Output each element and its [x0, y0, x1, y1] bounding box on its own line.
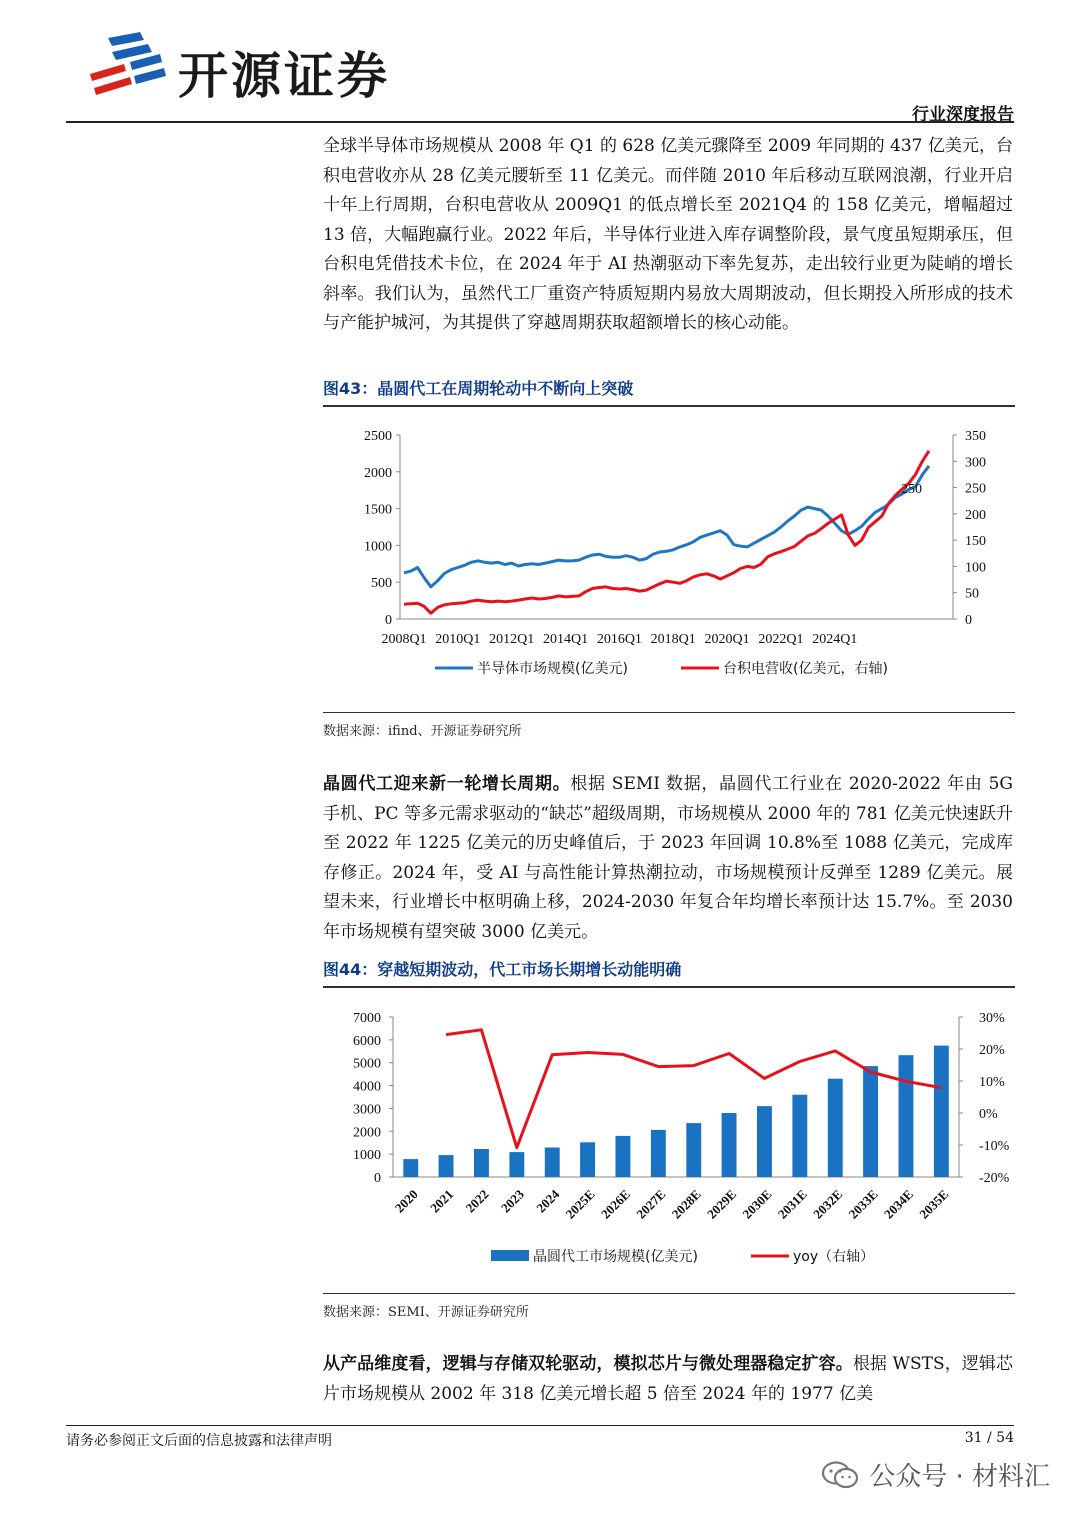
watermark	[821, 1456, 1050, 1493]
x-tick-label: 2034E	[880, 1186, 917, 1222]
y-left-tick-label: 5000	[353, 1056, 381, 1072]
legend-label-foundry-market: 晶圆代工市场规模(亿美元)	[533, 1249, 698, 1265]
y-right-tick-label: 350	[965, 429, 986, 444]
logo-mark-icon	[90, 32, 166, 95]
footer-disclaimer: 请务必参阅正文后面的信息披露和法律声明	[66, 1433, 332, 1449]
series-line-semiconductor-market	[404, 466, 929, 587]
figure-44-source-rule	[323, 1293, 1015, 1294]
wechat-icon	[821, 1460, 859, 1490]
bar	[403, 1159, 418, 1177]
bar	[828, 1079, 843, 1177]
y-left-tick-label: 7000	[353, 1011, 381, 1026]
bar	[934, 1046, 949, 1177]
bar	[439, 1155, 454, 1177]
legend-label-yoy: yoy（右轴）	[793, 1249, 875, 1265]
y-left-tick-label: 1000	[353, 1148, 381, 1164]
figure-43-source: 数据来源：ifind、开源证券研究所	[323, 724, 522, 739]
x-tick-label: 2016Q1	[596, 632, 642, 647]
body-paragraph-2	[323, 770, 1013, 947]
bar	[686, 1123, 701, 1177]
watermark-text: 公众号 · 材料汇	[869, 1462, 1050, 1492]
report-type-label: 行业深度报告	[912, 105, 1014, 125]
x-tick-label: 2021	[427, 1186, 457, 1216]
y-right-tick-label: 150	[965, 534, 986, 550]
x-tick-label: 2023	[497, 1186, 527, 1216]
y-right-tick-label: 30%	[979, 1011, 1005, 1026]
bar	[474, 1149, 489, 1177]
legend-label-tsmc: 台积电营收(亿美元，右轴)	[723, 661, 888, 677]
y-left-tick-label: 0	[385, 613, 392, 628]
x-tick-label: 2024Q1	[812, 632, 858, 647]
x-tick-label: 2029E	[704, 1186, 740, 1222]
page-number: 31 / 54	[964, 1430, 1014, 1446]
y-right-tick-label: 250	[965, 481, 986, 497]
bar	[757, 1106, 772, 1177]
y-right-tick-label: -20%	[979, 1171, 1010, 1186]
x-tick-label: 2010Q1	[435, 632, 481, 647]
x-tick-label: 2035E	[916, 1186, 952, 1222]
bar	[722, 1113, 737, 1177]
y-left-tick-label: 2000	[353, 1125, 381, 1141]
y-left-tick-label: 0	[374, 1171, 381, 1186]
chart-annotation: 250	[901, 482, 922, 497]
x-tick-label: 2020Q1	[704, 632, 750, 647]
bar	[863, 1066, 878, 1177]
y-left-tick-label: 2000	[364, 465, 392, 481]
x-tick-label: 2030E	[739, 1186, 775, 1222]
para3-lead: 从产品维度看，逻辑与存储双轮驱动，模拟芯片与微处理器稳定扩容。	[323, 1354, 853, 1374]
bar	[509, 1152, 524, 1177]
x-tick-label: 2022	[462, 1186, 492, 1216]
y-left-tick-label: 1500	[364, 502, 392, 518]
y-right-tick-label: 0	[965, 613, 972, 628]
x-tick-label: 2024	[533, 1186, 563, 1216]
figure-43-chart	[323, 420, 1015, 710]
x-tick-label: 2026E	[597, 1186, 634, 1222]
body-paragraph-1: 全球半导体市场规模从 2008 年 Q1 的 628 亿美元骤降至 2009 年同期的 437 亿美元，台积电营收亦从 28 亿美元腰斩至 11 亿美元。而伴随 2010 年后移动互联网浪潮，行业开启十年上行周期，台积电营收从 2009Q1 的低点增长至 2021Q4 的 158 亿美元，增幅超过 13 倍，大幅跑赢行业。2022 年后，半导体行业进入库存调整阶段，景气度虽短期承压，但台积电凭借技术卡位，在 2024 年于 AI 热潮驱动下率先复苏，走出较行业更为陡峭的增长斜率。我们认为，虽然代工厂重资产特质短期内易放大周期波动，但长期投入所形成的技术与产能护城河，为其提供了穿越周期获取超额增长的核心动能。	[323, 136, 1013, 333]
x-tick-label: 2028E	[668, 1186, 704, 1222]
y-right-tick-label: 50	[965, 586, 979, 602]
y-left-tick-label: 3000	[353, 1102, 381, 1118]
figure-44-chart	[323, 1000, 1015, 1290]
y-left-tick-label: 1000	[364, 539, 392, 555]
x-tick-label: 2032E	[810, 1186, 846, 1222]
x-tick-label: 2014Q1	[542, 632, 589, 647]
brand-name: 开源证券	[178, 47, 390, 105]
x-tick-label: 2033E	[845, 1186, 881, 1222]
bar	[651, 1130, 666, 1177]
y-right-tick-label: 0%	[979, 1107, 998, 1122]
x-tick-label: 2025E	[562, 1186, 598, 1222]
x-tick-label: 2018Q1	[650, 632, 696, 647]
bar	[616, 1136, 631, 1177]
x-tick-label: 2027E	[633, 1186, 669, 1222]
footer-rule	[66, 1425, 1014, 1426]
y-left-tick-label: 6000	[353, 1033, 381, 1049]
x-tick-label: 2022Q1	[758, 632, 804, 647]
legend-label-semiconductor: 半导体市场规模(亿美元)	[477, 661, 628, 677]
bar	[580, 1142, 595, 1177]
bar	[899, 1055, 914, 1177]
bar	[545, 1148, 560, 1178]
y-right-tick-label: 200	[965, 507, 986, 523]
y-right-tick-label: 20%	[979, 1043, 1005, 1058]
x-tick-label: 2012Q1	[489, 632, 535, 647]
para2-lead: 晶圆代工迎来新一轮增长周期。	[323, 774, 571, 794]
x-tick-label: 2031E	[774, 1186, 810, 1222]
para2-text: 根据 SEMI 数据，晶圆代工行业在 2020-2022 年由 5G 手机、PC 等多元需求驱动的“缺芯”超级周期，市场规模从 2000 年的 781 亿美元快速跃升至 2022 年 1225 亿美元的历史峰值后，于 2023 年回调 10.8%至 1088 亿美元，完成库存修正。2024 年，受 AI 与高性能计算热潮拉动，市场规模预计反弹至 1289 亿美元。展望未来，行业增长中枢明确上移，2024-2030 年复合年均增长率预计达 15.7%。至 2030 年市场规模有望突破 3000 亿美元。	[323, 774, 1013, 942]
y-right-tick-label: -10%	[979, 1139, 1010, 1154]
y-right-tick-label: 100	[965, 560, 986, 576]
y-left-tick-label: 500	[371, 576, 392, 592]
y-right-tick-label: 10%	[979, 1075, 1005, 1090]
figure-43-source-rule	[323, 712, 1015, 713]
bar	[792, 1095, 807, 1177]
body-paragraph-3	[323, 1350, 1013, 1409]
figure-44-title: 图44：穿越短期波动，代工市场长期增长动能明确	[323, 957, 1015, 988]
figure-44-source: 数据来源：SEMI、开源证券研究所	[323, 1305, 529, 1320]
figure-43-title: 图43：晶圆代工在周期轮动中不断向上突破	[323, 376, 1015, 407]
y-right-tick-label: 300	[965, 455, 986, 471]
x-tick-label: 2008Q1	[381, 632, 427, 647]
para3-text: 根据 WSTS，逻辑芯片市场规模从 2002 年 318 亿美元增长超 5 倍至 2024 年的 1977 亿美	[323, 1354, 1013, 1404]
header-rule	[66, 121, 1014, 123]
y-left-tick-label: 2500	[364, 429, 392, 444]
legend-swatch-foundry-market	[491, 1250, 529, 1261]
y-left-tick-label: 4000	[353, 1079, 381, 1095]
x-tick-label: 2020	[391, 1186, 421, 1216]
